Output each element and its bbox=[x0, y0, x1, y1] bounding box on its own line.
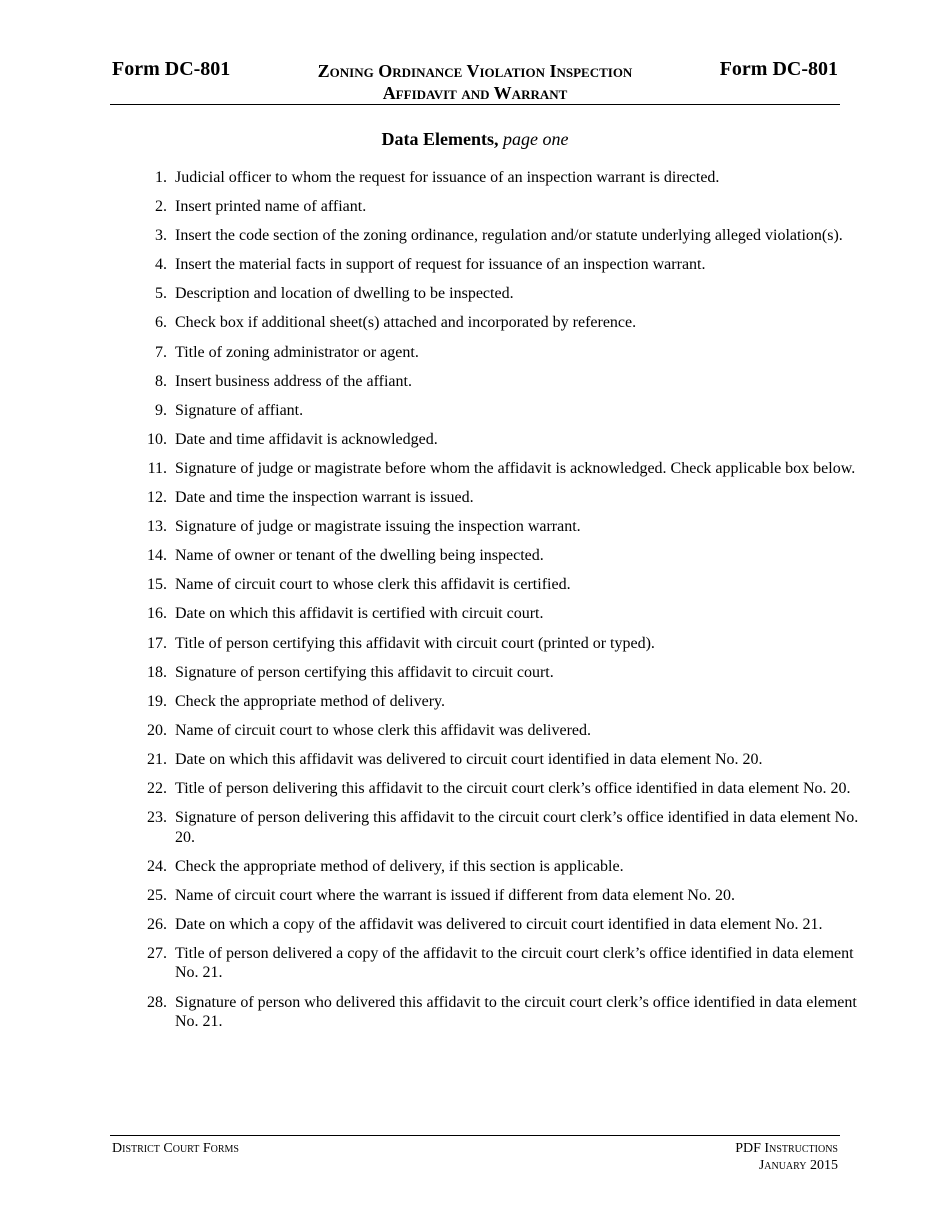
list-item bbox=[128, 857, 868, 877]
list-item-text: Date on which a copy of the affidavit was delivered to circuit court identified in data element No. 21. bbox=[175, 915, 823, 933]
list-item-number: 11. bbox=[147, 459, 167, 477]
list-item bbox=[128, 575, 868, 595]
list-item bbox=[128, 313, 868, 333]
list-item-number: 28. bbox=[147, 993, 167, 1011]
list-item bbox=[128, 255, 868, 275]
list-item-number: 27. bbox=[147, 944, 167, 962]
list-item-number: 5. bbox=[155, 285, 167, 303]
list-item-text: Date and time affidavit is acknowledged. bbox=[175, 430, 438, 448]
list-item bbox=[128, 944, 868, 983]
list-item-text: Signature of judge or magistrate issuing the inspection warrant. bbox=[175, 518, 581, 536]
list-item-text: Name of circuit court to whose clerk this affidavit is certified. bbox=[175, 576, 571, 594]
list-item bbox=[128, 168, 868, 188]
list-item-number: 13. bbox=[147, 518, 167, 536]
list-item-text: Signature of judge or magistrate before whom the affidavit is acknowledged. Check applicable box below. bbox=[175, 459, 856, 477]
list-item bbox=[128, 401, 868, 421]
list-item bbox=[128, 488, 868, 508]
list-item-number: 17. bbox=[147, 634, 167, 652]
form-title-line-1: Zoning Ordinance Violation Inspection bbox=[317, 61, 633, 81]
list-item-number: 22. bbox=[147, 779, 167, 797]
list-item bbox=[128, 886, 868, 906]
list-item bbox=[128, 663, 868, 683]
form-number-right: Form DC-801 bbox=[719, 58, 838, 80]
page-header bbox=[110, 56, 840, 105]
list-item-number: 23. bbox=[147, 809, 167, 827]
data-elements-list bbox=[128, 168, 868, 1041]
list-item-number: 1. bbox=[155, 169, 167, 186]
list-item-number: 7. bbox=[155, 343, 167, 361]
list-item-text: Name of circuit court where the warrant is issued if different from data element No. 20. bbox=[175, 886, 735, 904]
footer-right-text bbox=[735, 1140, 838, 1174]
footer-date: January 2015 bbox=[758, 1158, 838, 1173]
list-item-number: 20. bbox=[147, 721, 167, 739]
footer-left-text: District Court Forms bbox=[112, 1141, 239, 1156]
list-item-number: 14. bbox=[147, 547, 167, 565]
list-item bbox=[128, 197, 868, 217]
list-item bbox=[128, 604, 868, 624]
list-item bbox=[128, 779, 868, 799]
list-item-number: 3. bbox=[155, 227, 167, 245]
list-item bbox=[128, 808, 868, 847]
list-item-text: Check the appropriate method of delivery, if this section is applicable. bbox=[175, 857, 624, 875]
list-item-text: Signature of person certifying this affidavit to circuit court. bbox=[175, 663, 554, 681]
section-heading-bold: Data Elements, bbox=[381, 129, 499, 149]
list-item-text: Insert the material facts in support of request for issuance of an inspection warrant. bbox=[175, 256, 706, 274]
list-item-number: 9. bbox=[155, 401, 167, 419]
list-item-text: Check the appropriate method of delivery. bbox=[175, 692, 445, 710]
list-item-text: Insert the code section of the zoning ordinance, regulation and/or statute underlying alleged violation(s). bbox=[175, 227, 843, 245]
list-item-number: 19. bbox=[147, 692, 167, 710]
list-item bbox=[128, 915, 868, 935]
form-title-line-2: Affidavit and Warrant bbox=[382, 83, 568, 103]
list-item-text: Date on which this affidavit was delivered to circuit court identified in data element No. 20. bbox=[175, 750, 763, 768]
list-item bbox=[128, 343, 868, 363]
list-item bbox=[128, 546, 868, 566]
list-item bbox=[128, 517, 868, 537]
list-item-text: Description and location of dwelling to be inspected. bbox=[175, 285, 514, 303]
list-item-text: Signature of person who delivered this affidavit to the circuit court clerk’s office identified in data element No. 21. bbox=[175, 993, 857, 1031]
list-item-number: 24. bbox=[147, 857, 167, 875]
list-item-number: 18. bbox=[147, 663, 167, 681]
list-item-number: 10. bbox=[147, 430, 167, 448]
list-item-text: Date on which this affidavit is certified with circuit court. bbox=[175, 605, 544, 623]
list-item-number: 4. bbox=[155, 256, 167, 274]
list-item-text: Judicial officer to whom the request for issuance of an inspection warrant is directed. bbox=[175, 169, 720, 186]
list-item-number: 2. bbox=[155, 198, 167, 216]
list-item-number: 6. bbox=[155, 314, 167, 332]
list-item-number: 25. bbox=[147, 886, 167, 904]
list-item-text: Insert printed name of affiant. bbox=[175, 198, 367, 216]
list-item-number: 26. bbox=[147, 915, 167, 933]
list-item bbox=[128, 372, 868, 392]
list-item-text: Title of person certifying this affidavit with circuit court (printed or typed). bbox=[175, 634, 655, 652]
list-item-text: Signature of affiant. bbox=[175, 401, 304, 419]
list-item bbox=[128, 430, 868, 450]
list-item-number: 15. bbox=[147, 576, 167, 594]
list-item bbox=[128, 459, 868, 479]
list-item bbox=[128, 284, 868, 304]
list-item bbox=[128, 721, 868, 741]
list-item-number: 16. bbox=[147, 605, 167, 623]
list-item bbox=[128, 226, 868, 246]
section-heading bbox=[0, 127, 950, 151]
list-item-number: 12. bbox=[147, 489, 167, 507]
list-item-text: Title of zoning administrator or agent. bbox=[175, 343, 419, 361]
list-item-text: Name of circuit court to whose clerk this affidavit was delivered. bbox=[175, 721, 592, 739]
form-number-left: Form DC-801 bbox=[112, 58, 231, 80]
list-item-text: Title of person delivered a copy of the affidavit to the circuit court clerk’s office identified in data element No. 21. bbox=[175, 944, 854, 982]
list-item-number: 8. bbox=[155, 372, 167, 390]
list-item bbox=[128, 993, 868, 1032]
list-item-text: Title of person delivering this affidavit to the circuit court clerk’s office identified in data element No. 20. bbox=[175, 779, 851, 797]
list-item-text: Name of owner or tenant of the dwelling being inspected. bbox=[175, 547, 544, 565]
footer-instructions-label: PDF Instructions bbox=[735, 1141, 838, 1156]
list-item-text: Date and time the inspection warrant is issued. bbox=[175, 489, 474, 507]
form-title bbox=[275, 60, 675, 104]
section-heading-italic: page one bbox=[503, 129, 569, 149]
list-item-text: Insert business address of the affiant. bbox=[175, 372, 412, 390]
list-item bbox=[128, 692, 868, 712]
list-item-text: Signature of person delivering this affidavit to the circuit court clerk’s office identified in data element No. 20. bbox=[175, 809, 859, 846]
list-item bbox=[128, 750, 868, 770]
list-item-text: Check box if additional sheet(s) attached and incorporated by reference. bbox=[175, 314, 637, 332]
list-item bbox=[128, 634, 868, 654]
page-footer bbox=[110, 1135, 840, 1173]
list-item-number: 21. bbox=[147, 750, 167, 768]
